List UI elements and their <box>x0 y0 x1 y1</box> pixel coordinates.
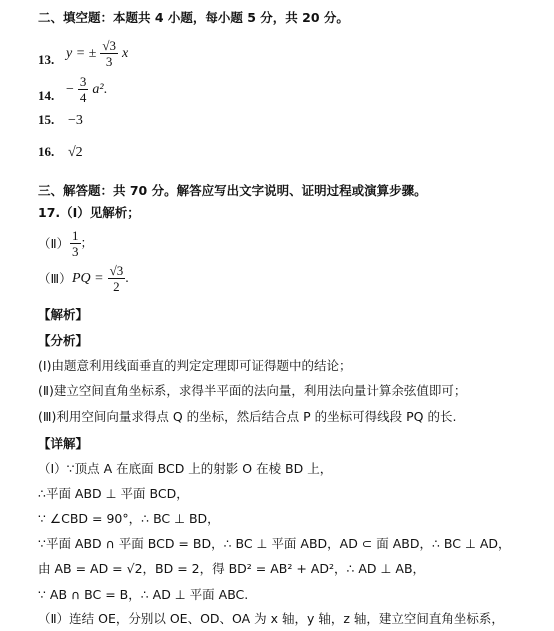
detail-line-5: 由 AB = AD = √2，BD = 2，得 BD² = AB² + AD²，∴ AD ⊥ AB， <box>38 561 426 576</box>
section-3-heading: 三、解答题：共 70 分。解答应写出文字说明、证明过程或演算步骤。 <box>38 183 427 198</box>
answer-value: −3 <box>67 113 83 128</box>
question-number: 14. <box>38 88 55 103</box>
xiangjie-heading: 【详解】 <box>38 436 89 451</box>
detail-line-2: ∴平面 ABD ⊥ 平面 BCD， <box>38 486 189 501</box>
question-number: 16. <box>38 144 55 159</box>
answer-16 <box>38 144 83 161</box>
analysis-line-2: (Ⅱ)建立空间直角坐标系，求得半平面的法向量，利用法向量计算余弦值即可； <box>38 383 467 398</box>
q17-title: 17.（Ⅰ）见解析； <box>38 205 140 220</box>
fraction: $\frac{3}{4}$ <box>79 74 87 105</box>
answer-value: √2 <box>67 145 83 160</box>
jiexi-heading: 【解析】 <box>38 307 89 322</box>
question-number: 13. <box>38 52 55 67</box>
answer-rhs: x <box>121 46 129 61</box>
analysis-line-1: (Ⅰ)由题意利用线面垂直的判定定理即可证得题中的结论； <box>38 358 352 373</box>
fraction: $\frac{√3}{3}$ <box>102 38 116 69</box>
fraction: $\frac{1}{3}$ <box>72 228 79 259</box>
question-number: 15. <box>38 112 55 127</box>
detail-line-7: （Ⅱ）连结 OE，分别以 OE、OD、OA 为 x 轴，y 轴，z 轴，建立空间直角坐标系， <box>38 611 504 626</box>
analysis-line-3: (Ⅲ)利用空间向量求得点 Q 的坐标，然后结合点 P 的坐标可得线段 PQ 的长. <box>38 409 457 424</box>
fraction: $\frac{√3}{2}$ <box>109 263 124 294</box>
fenxi-heading: 【分析】 <box>38 333 89 348</box>
detail-line-6: ∵ AB ∩ BC = B，∴ AD ⊥ 平面 ABC. <box>38 587 249 602</box>
detail-line-1: （Ⅰ）∵顶点 A 在底面 BCD 上的射影 O 在棱 BD 上， <box>38 461 333 476</box>
answer-lhs: y = ± <box>66 46 97 61</box>
section-2-heading: 二、填空题：本题共 4 小题，每小题 5 分，共 20 分。 <box>38 10 349 25</box>
detail-line-3: ∵ ∠CBD = 90°，∴ BC ⊥ BD， <box>38 511 220 526</box>
detail-line-4: ∵平面 ABD ∩ 平面 BCD = BD，∴ BC ⊥ 平面 ABD，AD ⊂ 面 ABD，∴ BC ⊥ AD， <box>38 536 511 551</box>
answer-15 <box>38 112 83 129</box>
